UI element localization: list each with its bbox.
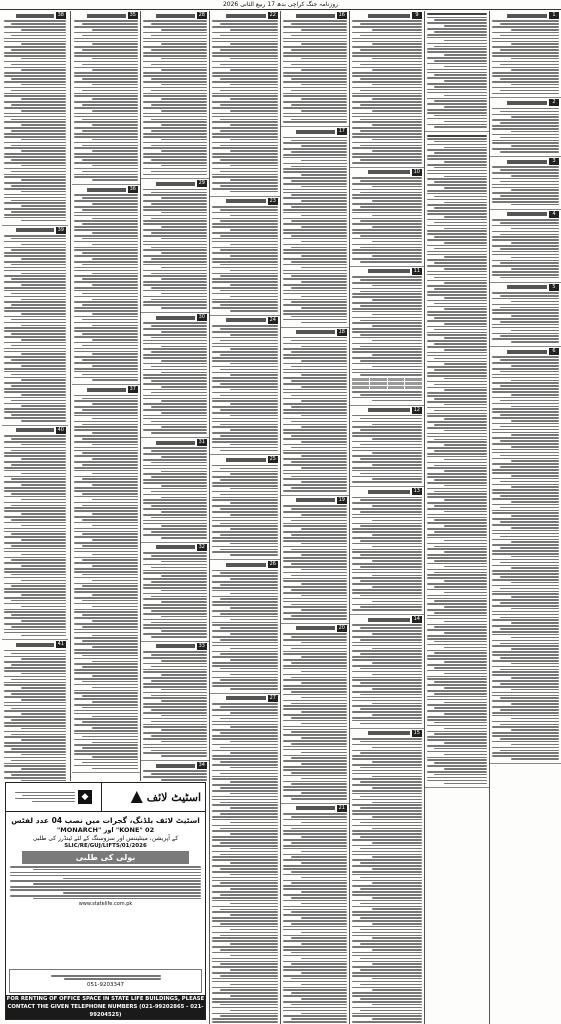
notice-number: 22 xyxy=(269,12,276,18)
notice-table xyxy=(352,378,422,389)
notice-number: 39 xyxy=(57,226,64,233)
ad-brand xyxy=(102,783,205,811)
notice-number: 32 xyxy=(198,543,205,550)
notice-number: 17 xyxy=(338,128,345,135)
notice xyxy=(350,406,424,488)
notice xyxy=(141,179,209,313)
notice-number: 30 xyxy=(198,314,205,321)
notice xyxy=(281,804,349,1024)
state-life-logo-icon xyxy=(131,791,143,803)
ad-address-box xyxy=(9,969,202,993)
notice xyxy=(2,226,68,426)
ad-title: اسٹیٹ لائف بلڈنگ، گجرات میں نصب 04 عدد لفٹس xyxy=(11,816,200,825)
ad-band-heading: بولی کی طلبی xyxy=(22,851,189,864)
notice xyxy=(210,560,280,694)
notice-number: 24 xyxy=(269,316,276,323)
notice xyxy=(281,127,349,327)
notice xyxy=(425,132,489,788)
notice-number: 10 xyxy=(413,168,420,175)
notice-number: 23 xyxy=(269,197,276,204)
ad-website: www.statelife.com.pk xyxy=(78,901,133,908)
ad-footer xyxy=(6,995,205,1019)
ad-brand-name: اسٹیٹ لائف xyxy=(146,790,201,804)
notice-number: 38 xyxy=(57,12,64,18)
notice xyxy=(350,729,424,1024)
notice xyxy=(141,313,209,438)
notice-number: 14 xyxy=(413,616,420,623)
notice-number: 33 xyxy=(198,642,205,649)
ad-body-text xyxy=(6,866,205,899)
notice-number: 5 xyxy=(549,284,559,291)
notice xyxy=(490,347,561,764)
column-2 xyxy=(424,11,489,1024)
notice-number: 2 xyxy=(549,99,559,106)
notice xyxy=(281,624,349,804)
notice-number: 25 xyxy=(269,456,276,463)
notice-number: 37 xyxy=(129,386,136,393)
notice xyxy=(350,11,424,168)
notice xyxy=(490,11,561,98)
notice xyxy=(490,210,561,283)
notice-number: 1 xyxy=(549,12,559,19)
notice xyxy=(141,642,209,761)
notice-number: 11 xyxy=(413,267,420,274)
notice-number: 12 xyxy=(413,406,420,413)
notice xyxy=(281,328,349,496)
notice-number: 36 xyxy=(129,186,136,193)
notice-number: 4 xyxy=(549,211,559,218)
column-1 xyxy=(489,11,561,1024)
ad-subtitle: کے آپریشن، مینٹیننس اور سروسنگ کے لئے ٹینڈرز کی طلبی xyxy=(32,835,179,842)
notice xyxy=(281,496,349,624)
notice-number: 21 xyxy=(338,804,345,811)
notice-number: 35 xyxy=(129,12,136,18)
notice xyxy=(490,157,561,210)
notice xyxy=(141,761,209,781)
column-6 xyxy=(140,11,209,781)
notice xyxy=(350,168,424,267)
notice-number: 29 xyxy=(198,180,205,187)
column-4 xyxy=(280,11,349,1024)
notice xyxy=(2,11,68,226)
notice xyxy=(350,487,424,615)
notice-number: 3 xyxy=(549,158,559,165)
notice-number: 19 xyxy=(338,496,345,503)
notice xyxy=(210,316,280,455)
notice-number: 15 xyxy=(413,729,420,736)
notice xyxy=(350,615,424,728)
ad-phone: 051-9203347 xyxy=(87,982,124,989)
column-3 xyxy=(349,11,424,1024)
ad-footer-line-1: FOR RENTING OF OFFICE SPACE IN STATE LIFE BUILDINGS, PLEASE xyxy=(6,996,205,1002)
notice xyxy=(490,283,561,347)
notice xyxy=(210,11,280,197)
notice xyxy=(490,98,561,157)
notice xyxy=(141,543,209,642)
column-5 xyxy=(209,11,280,1024)
notice-number: 34 xyxy=(198,762,205,769)
ad-tender-ref: SLIC/RE/GUJ/LIFTS/01/2026 xyxy=(64,843,147,849)
notice-number: 6 xyxy=(549,348,559,355)
notice xyxy=(281,11,349,127)
notice xyxy=(210,455,280,560)
notice-number: 26 xyxy=(269,561,276,568)
notice-number: 18 xyxy=(338,328,345,335)
notice xyxy=(425,11,489,132)
notice-number: 27 xyxy=(269,694,276,701)
notice-number: 9 xyxy=(412,12,422,19)
notice-number: 16 xyxy=(338,12,345,18)
masthead-date: روزنامہ جنگ کراچی بدھ 17 ربیع الثانی 2026 xyxy=(222,1,339,8)
notice xyxy=(72,185,140,385)
masthead xyxy=(0,0,561,10)
notice xyxy=(210,197,280,316)
notice-number: 20 xyxy=(338,624,345,631)
notice-number: 41 xyxy=(57,641,64,648)
notice xyxy=(350,267,424,406)
column-7 xyxy=(0,11,140,781)
ad-footer-line-2: CONTACT THE GIVEN TELEPHONE NUMBERS (021-99202865 - 021-99204525) xyxy=(7,1004,204,1018)
ad-header xyxy=(6,783,205,812)
notice xyxy=(2,640,68,781)
notice xyxy=(141,438,209,543)
state-life-advertisement xyxy=(5,782,206,1020)
notice xyxy=(141,11,209,179)
notice xyxy=(72,11,140,185)
notice xyxy=(210,694,280,1024)
ad-contact-block xyxy=(6,783,102,811)
government-emblem-icon: ◆ xyxy=(78,790,92,804)
notice xyxy=(2,426,68,641)
notice-number: 28 xyxy=(198,12,205,18)
notice xyxy=(72,385,140,773)
notice-number: 31 xyxy=(198,439,205,446)
notice-number: 13 xyxy=(413,488,420,495)
ad-models: "MONARCH" اور "KONE" 02 xyxy=(56,826,155,834)
notice-number: 40 xyxy=(57,426,64,433)
